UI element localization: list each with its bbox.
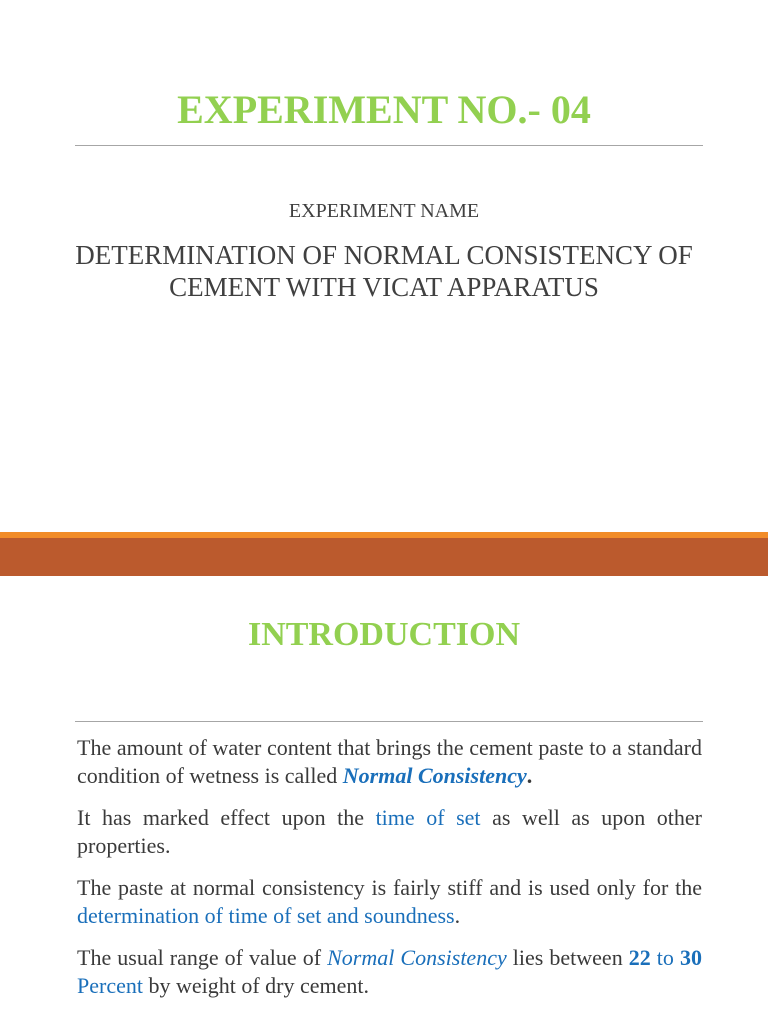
introduction-body	[77, 734, 702, 1014]
p4-unit: Percent	[77, 972, 143, 998]
paragraph-1	[77, 734, 702, 789]
p4-mid: lies between	[506, 945, 629, 970]
slide-separator-rust	[0, 538, 768, 576]
p1-text: The amount of water content that brings the cement paste to a standard condition of wetness is called	[77, 735, 702, 788]
p4-term-normal-consistency: Normal Consistency	[327, 945, 507, 970]
p4-low-value: 22	[628, 945, 651, 970]
p4-post: by weight of dry cement.	[142, 972, 370, 998]
experiment-name-line-1: DETERMINATION OF NORMAL CONSISTENCY OF	[75, 240, 693, 270]
experiment-name	[30, 239, 738, 303]
p3-pre: The paste at normal consistency is fairly stiff and is used only for the	[77, 875, 702, 900]
experiment-name-line-2: CEMENT WITH VICAT APPARATUS	[169, 272, 599, 302]
p4-pre: The usual range of value of	[77, 945, 328, 970]
p3-post: .	[454, 902, 461, 928]
introduction-divider	[75, 721, 703, 722]
paragraph-4	[77, 944, 702, 999]
slide-2	[0, 576, 768, 1024]
p3-determination-link: determination of time of set and soundness	[77, 902, 455, 928]
p1-end: .	[526, 762, 533, 788]
introduction-title: INTRODUCTION	[247, 616, 521, 653]
experiment-title: EXPERIMENT NO.- 04	[177, 87, 591, 132]
p4-to: to	[650, 945, 680, 970]
title-divider	[75, 145, 703, 146]
p1-term-normal-consistency: Normal Consistency	[342, 762, 527, 788]
experiment-name-label: EXPERIMENT NAME	[288, 200, 480, 222]
p2-pre: It has marked effect upon the	[77, 805, 376, 830]
p4-high-value: 30	[679, 945, 702, 970]
p2-post: as well as upon other properties.	[77, 805, 702, 858]
paragraph-3	[77, 874, 702, 929]
p2-time-of-set: time of set	[375, 805, 481, 830]
paragraph-2	[77, 804, 702, 859]
